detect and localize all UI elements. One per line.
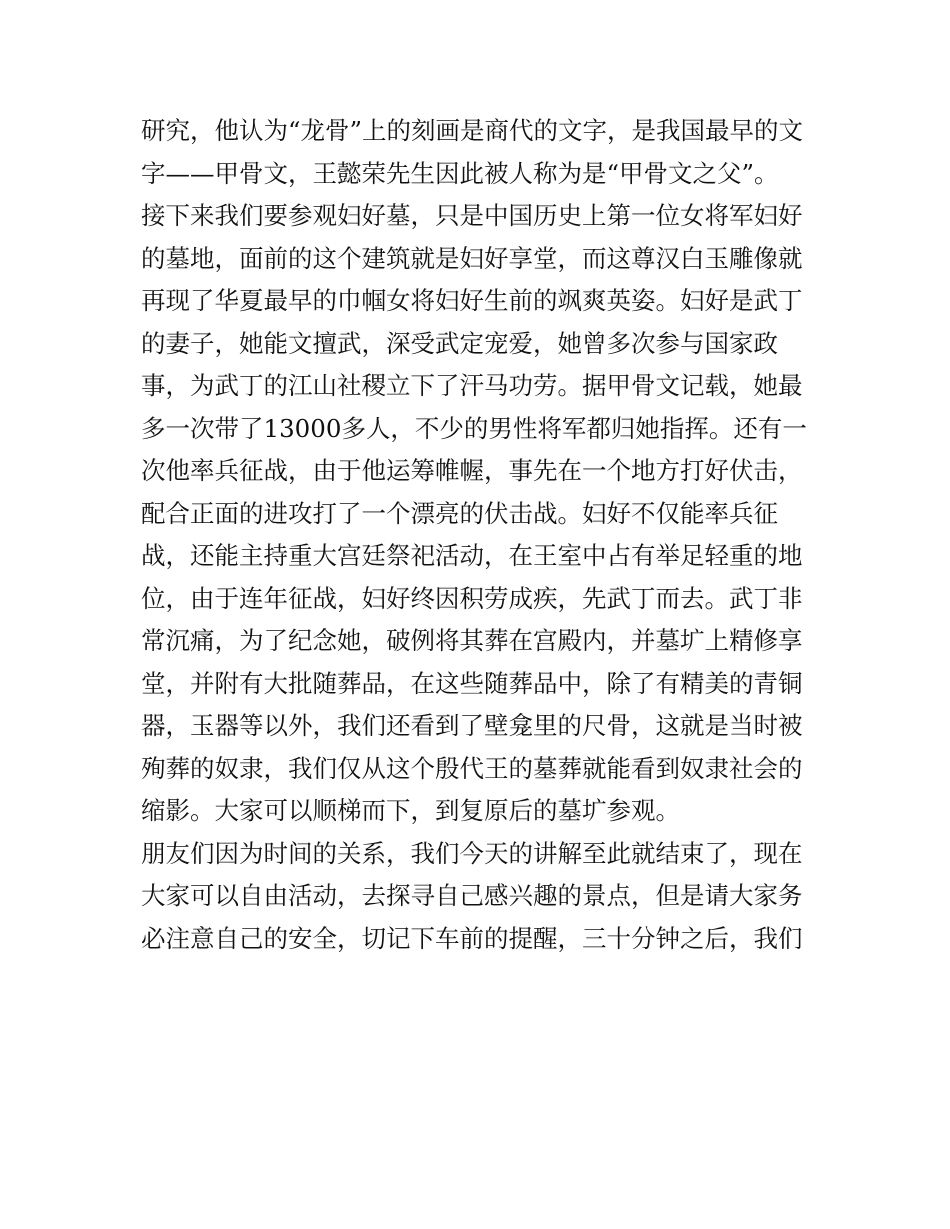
- text-line: 朋友们因为时间的关系，我们今天的讲解至此就结束了，现在: [141, 838, 803, 868]
- text-line: 接下来我们要参观妇好墓，只是中国历史上第一位女将军妇好: [141, 201, 803, 230]
- text-line: 多一次带了13000多人，不少的男性将军都归她指挥。还有一: [141, 413, 807, 443]
- text-line: 事，为武丁的江山社稷立下了汗马功劳。据甲骨文记载，她最: [141, 371, 803, 400]
- text-line: 必注意自己的安全，切记下车前的提醒，三十分钟之后，我们: [141, 923, 803, 953]
- text-line: 缩影。大家可以顺梯而下，到复原后的墓圹参观。: [141, 796, 680, 825]
- text-line: 再现了华夏最早的巾帼女将妇好生前的飒爽英姿。妇好是武丁: [141, 286, 803, 315]
- text-line: 研究，他认为“龙骨”上的刻画是商代的文字，是我国最早的文: [141, 116, 804, 145]
- text-line: 器，玉器等以外，我们还看到了壁龛里的尺骨，这就是当时被: [141, 711, 803, 740]
- body-text: [141, 110, 813, 960]
- text-line: 配合正面的进攻打了一个漂亮的伏击战。妇好不仅能率兵征: [141, 498, 778, 528]
- text-line: 殉葬的奴隶，我们仅从这个殷代王的墓葬就能看到奴隶社会的: [141, 753, 803, 783]
- text-line: 堂，并附有大批随葬品，在这些随葬品中，除了有精美的青铜: [141, 668, 803, 698]
- text-line: 的墓地，面前的这个建筑就是妇好享堂，而这尊汉白玉雕像就: [141, 243, 803, 273]
- text-line: 的妻子，她能文擅武，深受武定宠爱，她曾多次参与国家政: [141, 328, 778, 358]
- text-line: 战，还能主持重大宫廷祭祀活动，在王室中占有举足轻重的地: [141, 541, 803, 570]
- text-line: 字——甲骨文，王懿荣先生因此被人称为是“甲骨文之父”。: [141, 158, 779, 188]
- text-line: 次他率兵征战，由于他运筹帷幄，事先在一个地方打好伏击，: [141, 456, 803, 485]
- text-line: 大家可以自由活动，去探寻自己感兴趣的景点，但是请大家务: [141, 881, 803, 910]
- text-line: 位，由于连年征战，妇好终因积劳成疾，先武丁而去。武丁非: [141, 583, 803, 613]
- text-line: 常沉痛，为了纪念她，破例将其葬在宫殿内，并墓圹上精修享: [141, 626, 803, 655]
